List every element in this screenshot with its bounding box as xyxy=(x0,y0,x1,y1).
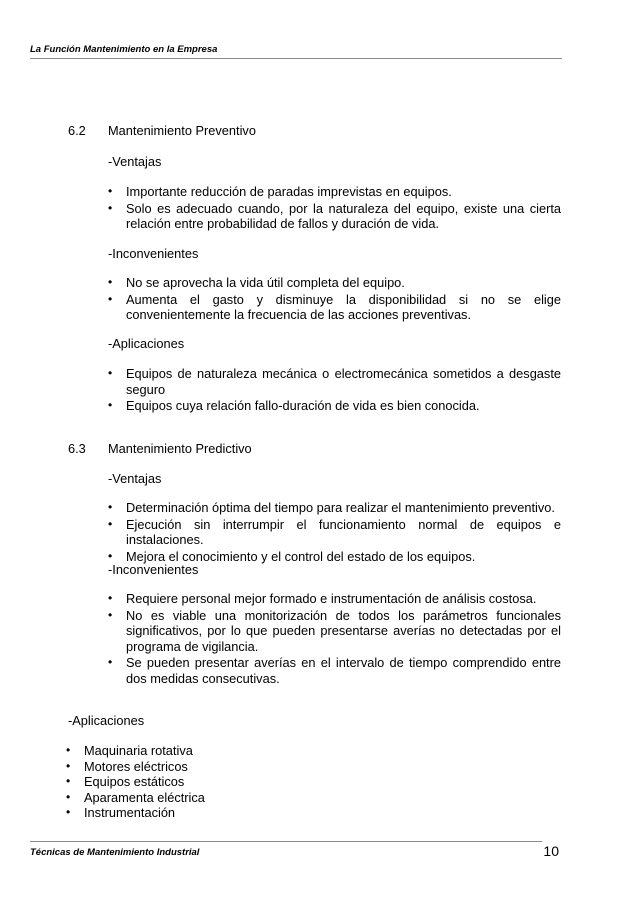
ventajas-list xyxy=(108,500,561,565)
list-item: • Requiere personal mejor formado e instrumentación de análisis costosa. xyxy=(108,591,561,607)
page-number: 10 xyxy=(543,843,559,859)
aplicaciones-label: -Aplicaciones xyxy=(68,713,145,728)
list-item: • Importante reducción de paradas imprevistas en equipos. xyxy=(108,184,561,200)
list-item: • Aumenta el gasto y disminuye la disponibilidad si no se elige convenientemente la frecuencia de las acciones preventivas. xyxy=(108,292,561,323)
list-item: • Solo es adecuado cuando, por la naturaleza del equipo, existe una cierta relación entre probabilidad de fallos y duración de vida. xyxy=(108,201,561,232)
list-item: • Determinación óptima del tiempo para realizar el mantenimiento preventivo. xyxy=(108,500,561,516)
ventajas-list xyxy=(108,184,561,233)
list-item: • Instrumentación xyxy=(66,805,366,821)
inconvenientes-list xyxy=(108,275,561,324)
section-number: 6.2 xyxy=(68,123,86,138)
list-item: • Equipos de naturaleza mecánica o electromecánica sometidos a desgaste seguro xyxy=(108,366,561,397)
inconvenientes-label: -Inconvenientes xyxy=(108,562,199,577)
page-footer: Técnicas de Mantenimiento Industrial xyxy=(30,847,200,858)
section-6-3-heading xyxy=(68,441,252,456)
list-item: • No es viable una monitorización de todos los parámetros funcionales significativos, por lo que pueden presentarse averías no detectadas por el programa de vigilancia. xyxy=(108,608,561,655)
list-item: • Se pueden presentar averías en el intervalo de tiempo comprendido entre dos medidas consecutivas. xyxy=(108,655,561,686)
ventajas-label: -Ventajas xyxy=(108,154,162,169)
section-title: Mantenimiento Predictivo xyxy=(108,441,252,456)
aplicaciones-list xyxy=(66,743,366,821)
aplicaciones-label: -Aplicaciones xyxy=(108,336,185,351)
section-title: Mantenimiento Preventivo xyxy=(108,123,256,138)
inconvenientes-label: -Inconvenientes xyxy=(108,246,199,261)
section-number: 6.3 xyxy=(68,441,86,456)
footer-divider xyxy=(30,841,542,842)
list-item: • Maquinaria rotativa xyxy=(66,743,366,759)
section-6-2-heading xyxy=(68,123,256,138)
list-item: • Equipos cuya relación fallo-duración de vida es bien conocida. xyxy=(108,398,561,414)
aplicaciones-list xyxy=(108,366,561,415)
inconvenientes-list xyxy=(108,591,561,687)
ventajas-label: -Ventajas xyxy=(108,471,162,486)
list-item: • Aparamenta eléctrica xyxy=(66,790,366,806)
list-item: • Motores eléctricos xyxy=(66,759,366,775)
list-item: • Ejecución sin interrumpir el funcionamiento normal de equipos e instalaciones. xyxy=(108,517,561,548)
list-item: • No se aprovecha la vida útil completa del equipo. xyxy=(108,275,561,291)
list-item: • Mejora el conocimiento y el control del estado de los equipos. xyxy=(108,549,561,565)
page-header: La Función Mantenimiento en la Empresa xyxy=(30,44,562,59)
list-item: • Equipos estáticos xyxy=(66,774,366,790)
